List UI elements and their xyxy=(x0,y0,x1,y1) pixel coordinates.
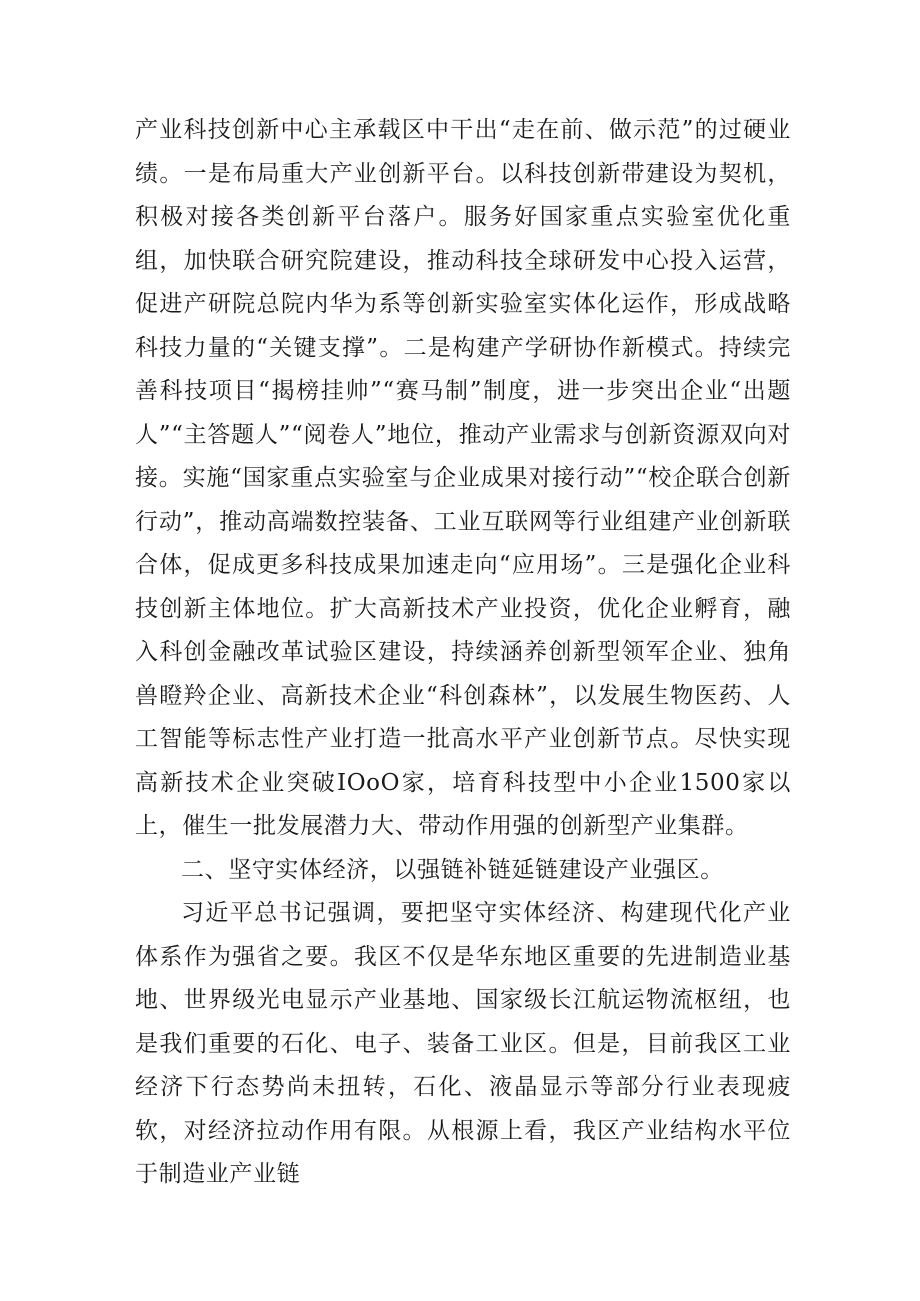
section-heading: 二、坚守实体经济，以强链补链延链建设产业强区。 xyxy=(181,856,724,883)
body-paragraph-2: 习近平总书记强调，要把坚守实体经济、构建现代化产业体系作为强省之要。我区不仅是华东地区重要的先进制造业基地、世界级光电显示产业基地、国家级长江航运物流枢纽，也是我们重要的石化、电子、装备工业区。但是，目前我区工业经济下行态势尚未扭转，石化、液晶显示等部分行业表现疲软，对经济拉动作用有限。从根源上看，我区产业结构水平位于制造业产业链 xyxy=(135,900,791,1187)
body-paragraph-1: 产业科技创新中心主承载区中干出“走在前、做示范”的过硬业绩。一是布局重大产业创新平台。以科技创新带建设为契机，积极对接各类创新平台落户。服务好国家重点实验室优化重组，加快联合研究院建设，推动科技全球研发中心投入运营，促进产研院总院内华为系等创新实验室实体化运作，形成战略科技力量的“关键支撑”。二是构建产学研协作新模式。持续完善科技项目“揭榜挂帅”“赛马制”制度，进一步突出企业“出题人”“主答题人”“阅卷人”地位，推动产业需求与创新资源双向对接。实施“国家重点实验室与企业成果对接行动”“校企联合创新行动”，推动高端数控装备、工业互联网等行业组建产业创新联合体，促成更多科技成果加速走向“应用场”。三是强化企业科技创新主体地位。扩大高新技术产业投资，优化企业孵育，融入科创金融改革试验区建设，持续涵养创新型领军企业、独角兽瞪羚企业、高新技术企业“科创森林”，以发展生物医药、人工智能等标志性产业打造一批高水平产业创新节点。尽快实现高新技术企业突破IOoO家，培育科技型中小企业1500家以上，催生一批发展潜力大、带动作用强的创新型产业集群。 xyxy=(135,117,791,839)
document-body xyxy=(135,109,791,1197)
